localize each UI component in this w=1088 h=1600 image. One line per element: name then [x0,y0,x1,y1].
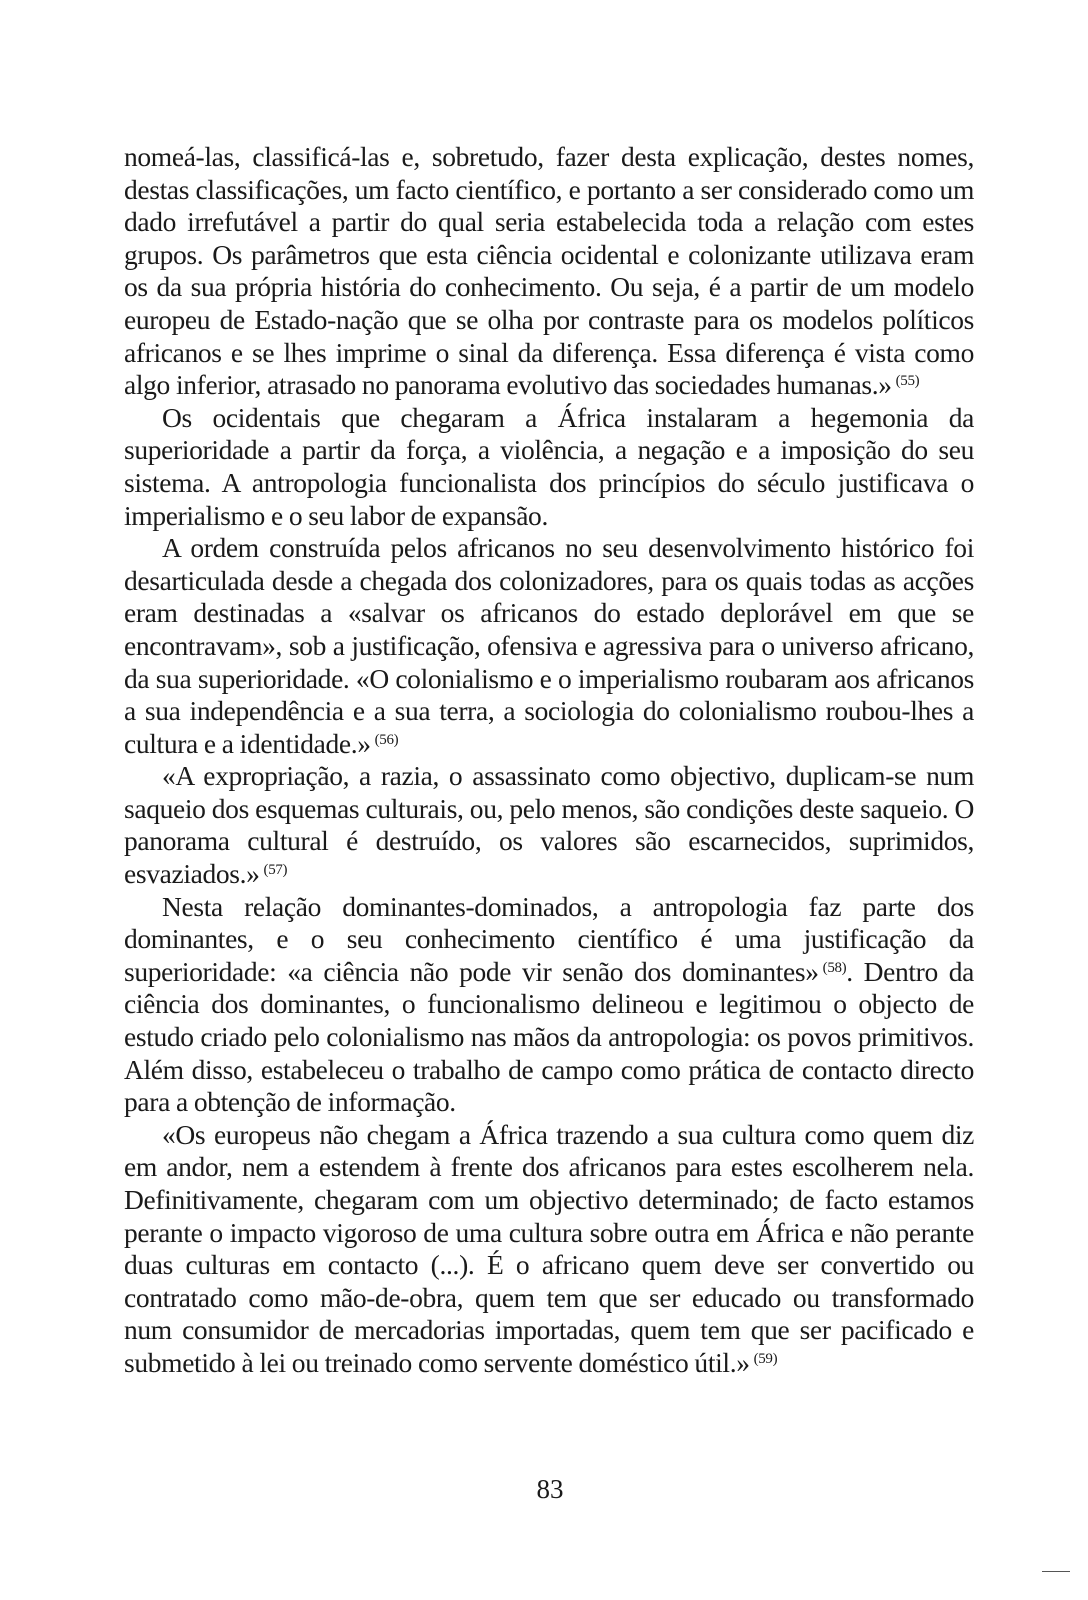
paragraph-text: Os ocidentais que chegaram a África instalaram a hegemonia da superioridade a partir da força, a violência, a negação e a imposição do seu sistema. A antropologia funcionalista dos princípios do século justificava o imperialismo e o seu labor de expansão. [124,401,974,531]
paragraph-text: A ordem construída pelos africanos no seu desenvolvimento histórico foi desarticulada desde a chegada dos colonizadores, para os quais todas as acções eram destinadas a «salvar os africanos do estado deplorável em que se encontravam», sob a justificação, ofensiva e agressiva para o universo africano, da sua superioridade. «O colonialismo e o imperialismo roubaram aos africanos a sua independência e a sua terra, a sociologia do colonialismo roubou-lhes a cultura e a identidade.» [124,532,974,759]
paragraph [124,760,974,890]
paragraph [124,1119,974,1380]
paragraph-text: «Os europeus não chegam a África trazendo a sua cultura como quem diz em andor, nem a estendem à frente dos africanos para estes escolherem nela. Definitivamente, chegaram com um objectivo determinado; de facto estamos perante o impacto vigoroso de uma cultura sobre outra em África e não perante duas culturas em contacto (...). É o africano quem deve ser convertido ou contratado como mão-de-obra, quem tem que ser educado ou transformado num consumidor de mercadorias importadas, quem tem que ser pacificado e submetido à lei ou treinado como servente doméstico útil.» [124,1118,974,1378]
paragraph-text: «A expropriação, a razia, o assassinato como objectivo, duplicam-se num saqueio dos esquemas culturais, ou, pelo menos, são condições deste saqueio. O panorama cultural é destruído, os valores são escarnecidos, suprimidos, esvaziados.» [124,760,974,890]
page-body [124,141,974,1380]
footnote-reference: (58) [822,959,847,976]
paragraph [124,141,974,402]
footnote-reference: (59) [753,1350,778,1367]
footnote-reference: (55) [895,373,920,390]
footnote-reference: (57) [263,862,288,879]
paragraph-text: Nesta relação dominantes-dominados, a antropologia faz parte dos dominantes, e o seu conhecimento científico é uma justificação da superioridade: «a ciência não pode vir senão dos dominantes» [124,890,974,987]
footnote-reference: (56) [374,731,399,748]
paragraph-text: nomeá-las, classificá-las e, sobretudo, fazer desta explicação, destes nomes, destas classificações, um facto científico, e portanto a ser considerado como um dado irrefutável a partir do qual seria estabelecida toda a relação com estes grupos. Os parâmetros que esta ciência ocidental e colonizante utilizava eram os da sua própria história do conhecimento. Ou seja, é a partir de um modelo europeu de Estado-nação que se olha por contraste para os modelos políticos africanos e se lhes imprime o sinal da diferença. Essa diferença é vista como algo inferior, atrasado no panorama evolutivo das sociedades humanas.» [124,141,974,401]
page-number: 83 [536,1474,564,1504]
scan-edge-mark [1042,1571,1070,1572]
paragraph [124,532,974,760]
paragraph [124,891,974,1119]
paragraph-text-continued: . Dentro da ciência dos dominantes, o funcionalismo delineou e legitimou o objecto de estudo criado pelo colonialismo nas mãos da antropologia: os povos primitivos. Além disso, estabeleceu o trabalho de campo como prática de contacto directo para a obtenção de informação. [124,955,974,1118]
paragraph [124,402,974,532]
